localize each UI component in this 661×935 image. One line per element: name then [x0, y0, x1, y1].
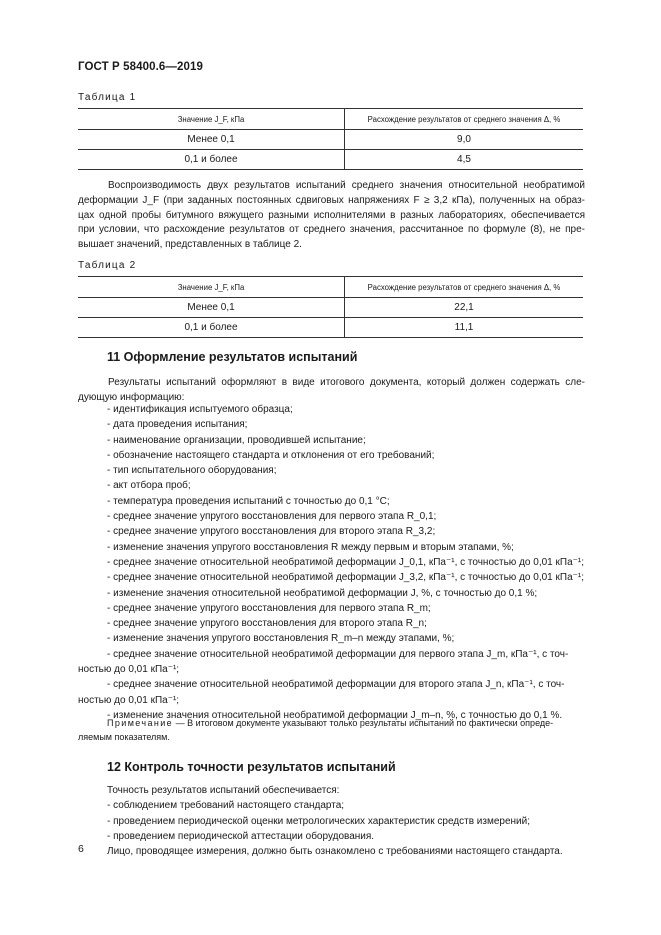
table-row — [78, 150, 583, 170]
list-item: - среднее значение упругого восстановления для первого этапа R_0,1; — [107, 511, 437, 523]
paragraph-line: Воспроизводимость двух результатов испытаний среднего значения относительной необратимой — [108, 180, 585, 191]
note-label: Примечание — [107, 718, 174, 728]
list-item: - изменение значения относительной необратимой деформации J_m–n, %, с точностью до 0,1 %. — [107, 709, 563, 721]
table2-cell-value: 11,1 — [345, 318, 584, 338]
list-item: - изменение значения упругого восстановления R_m–n между этапами, %; — [107, 633, 455, 645]
table2-cell-range: Менее 0,1 — [78, 298, 345, 318]
list-item: - наименование организации, проводившей испытание; — [107, 434, 366, 446]
table1 — [78, 108, 583, 170]
table2-header-range: Значение J_F, кПа — [78, 277, 345, 298]
table2-cell-value: 22,1 — [345, 298, 584, 318]
table-row — [78, 318, 583, 338]
table-row — [78, 130, 583, 150]
list-item: - соблюдением требований настоящего стандарта; — [107, 800, 345, 812]
standard-header: ГОСТ Р 58400.6—2019 — [78, 61, 203, 73]
reproducibility-paragraph — [78, 179, 585, 253]
list-item: - температура проведения испытаний с точностью до 0,1 °C; — [107, 495, 390, 507]
note-text: — В итоговом документе указывают только результаты испытаний по фактически опреде- — [175, 718, 554, 728]
list-item-continuation: ностью до 0,01 кПа⁻¹; — [78, 664, 180, 676]
paragraph-line: цах одной пробы битумного вяжущего разными исполнителями в разных лабораториях, обеспечивается — [78, 209, 585, 221]
list-item: - среднее значение относительной необратимой деформации для второго этапа J_n, кПа⁻¹, с точ- — [107, 679, 565, 691]
page-number: 6 — [78, 843, 84, 855]
list-item: - обозначение настоящего стандарта и отклонения от его требований; — [107, 449, 435, 461]
list-item: - идентификация испытуемого образца; — [107, 404, 293, 415]
list-item-continuation: ностью до 0,01 кПа⁻¹; — [78, 694, 180, 706]
note-line — [78, 716, 585, 730]
note-line: ляемым показателям. — [78, 732, 170, 742]
table2-caption: Таблица 2 — [78, 260, 137, 271]
section11-info-list — [78, 402, 585, 723]
paragraph-line: вышает значений, представленных в таблице 2. — [78, 239, 302, 251]
paragraph-line: дующую информацию: — [78, 391, 185, 403]
list-item: - изменение значения упругого восстановления R между первым и вторым этапами, %; — [107, 541, 514, 553]
table-row — [78, 298, 583, 318]
paragraph-line: деформации J_F (при заданных постоянных сдвиговых напряжениях F ≥ 3,2 кПа), полученных на образ- — [78, 194, 585, 206]
paragraph-line: при условии, что расхождение результатов от среднего значения, рассчитанное по формуле (8), не пре- — [78, 224, 585, 236]
table1-cell-value: 4,5 — [345, 150, 584, 170]
list-item: - дата проведения испытания; — [107, 419, 248, 431]
table2-cell-range: 0,1 и более — [78, 318, 345, 338]
section11-note — [78, 716, 585, 744]
list-item: - тип испытательного оборудования; — [107, 465, 277, 477]
table1-header-deviation: Расхождение результатов от среднего значения Δ, % — [345, 109, 584, 130]
list-item: - проведением периодической аттестации оборудования. — [107, 830, 375, 842]
section12-intro: Точность результатов испытаний обеспечивается: — [107, 785, 340, 796]
table1-caption: Таблица 1 — [78, 92, 137, 103]
section11-title: 11 Оформление результатов испытаний — [107, 350, 358, 364]
table1-header-row — [78, 109, 583, 130]
section12-title: 12 Контроль точности результатов испытаний — [107, 760, 396, 774]
list-item: - среднее значение относительной необратимой деформации J_3,2, кПа⁻¹, с точностью до 0,01 кПа⁻¹; — [107, 572, 585, 584]
table2 — [78, 276, 583, 338]
list-item: - среднее значение упругого восстановления для первого этапа R_m; — [107, 602, 431, 614]
list-item: - проведением периодической оценки метрологических характеристик средств измерений; — [107, 815, 530, 827]
table2-header-deviation: Расхождение результатов от среднего значения Δ, % — [345, 277, 584, 298]
list-item: - среднее значение относительной необратимой деформации для первого этапа J_m, кПа⁻¹, с точ- — [107, 648, 569, 660]
list-item: - среднее значение упругого восстановления для второго этапа R_n; — [107, 618, 427, 630]
list-item: - среднее значение относительной необратимой деформации J_0,1, кПа⁻¹, с точностью до 0,01 кПа⁻¹; — [107, 556, 585, 568]
section12-list — [107, 783, 585, 859]
table1-cell-range: Менее 0,1 — [78, 130, 345, 150]
table2-header-row — [78, 277, 583, 298]
list-item: - изменение значения относительной необратимой деформации J, %, с точностью до 0,1 %; — [107, 587, 538, 599]
table1-cell-value: 9,0 — [345, 130, 584, 150]
table1-header-range: Значение J_F, кПа — [78, 109, 345, 130]
section12-closing: Лицо, проводящее измерения, должно быть ознакомлено с требованиями настоящего стандарта. — [107, 846, 563, 858]
paragraph-line: Результаты испытаний оформляют в виде итогового документа, который должен содержать сле- — [108, 377, 585, 388]
list-item: - акт отбора проб; — [107, 480, 191, 492]
table1-cell-range: 0,1 и более — [78, 150, 345, 170]
list-item: - среднее значение упругого восстановления для второго этапа R_3,2; — [107, 526, 436, 538]
